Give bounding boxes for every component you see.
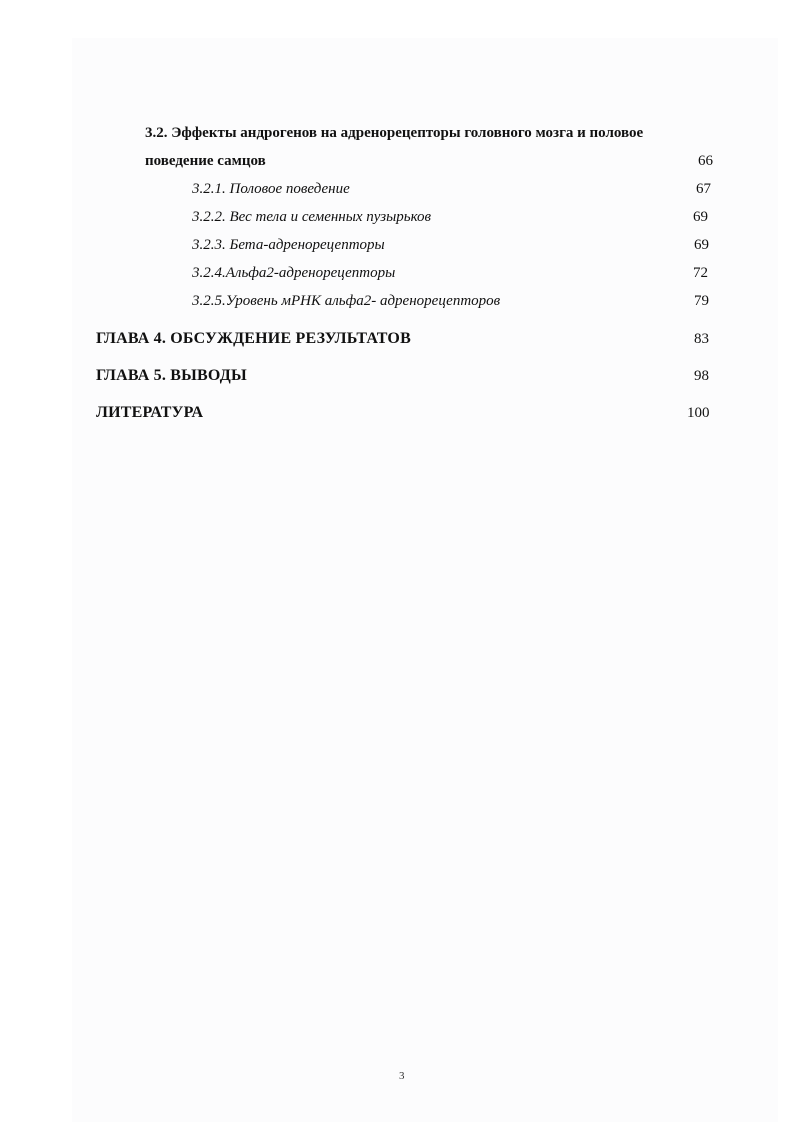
toc-section-3-2-page: 66 (698, 153, 713, 169)
toc-literature: ЛИТЕРАТУРА (96, 404, 204, 421)
toc-subsection-3-2-3: 3.2.3. Бета-адренорецепторы (192, 237, 385, 253)
toc-subsection-3-2-4-page: 72 (693, 265, 708, 281)
toc-subsection-3-2-5-page: 79 (694, 293, 709, 309)
toc-subsection-3-2-2: 3.2.2. Вес тела и семенных пузырьков (192, 209, 432, 225)
toc-chapter-5: ГЛАВА 5. ВЫВОДЫ (96, 367, 247, 384)
toc-subsection-3-2-3-page: 69 (694, 237, 709, 253)
toc-section-3-2-title-line2: поведение самцов (145, 153, 266, 169)
toc-chapter-4-page: 83 (694, 331, 709, 347)
toc-subsection-3-2-1: 3.2.1. Половое поведение (192, 181, 350, 197)
toc-subsection-3-2-2-page: 69 (693, 209, 708, 225)
document-page (72, 38, 778, 1122)
toc-subsection-3-2-5: 3.2.5.Уровень мРНК альфа2- адренорецепторов (192, 293, 501, 309)
toc-chapter-4: ГЛАВА 4. ОБСУЖДЕНИЕ РЕЗУЛЬТАТОВ (96, 330, 411, 347)
toc-subsection-3-2-4: 3.2.4.Альфа2-адренорецепторы (192, 265, 396, 281)
toc-chapter-5-page: 98 (694, 368, 709, 384)
toc-literature-page: 100 (687, 405, 710, 421)
page-number: 3 (399, 1070, 405, 1082)
toc-section-3-2-title-line1: 3.2. Эффекты андрогенов на адренорецепторы головного мозга и половое (145, 125, 644, 141)
toc-subsection-3-2-1-page: 67 (696, 181, 711, 197)
